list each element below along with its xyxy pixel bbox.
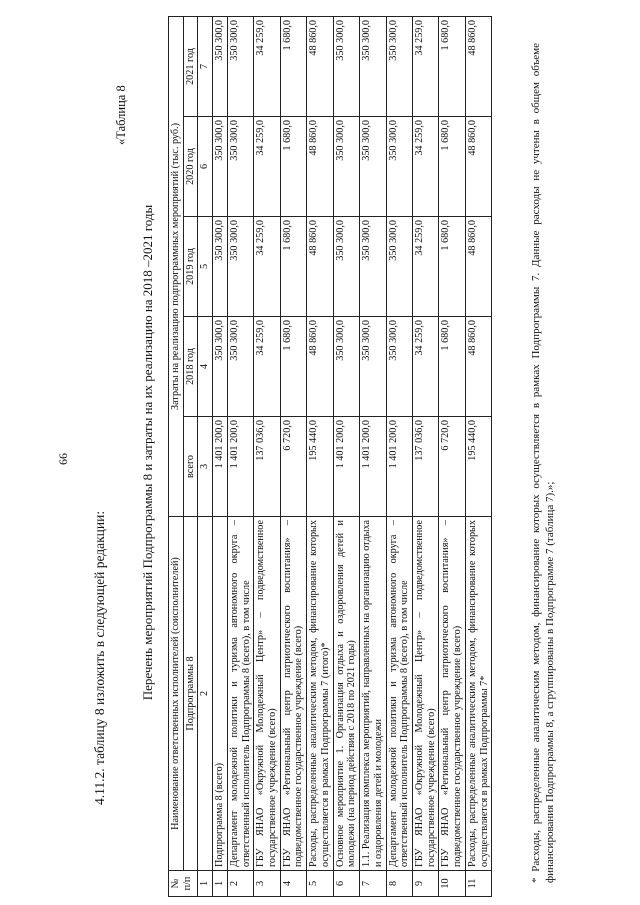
header-name: Наименование ответственных исполнителей (соисполнителей) <box>169 517 184 871</box>
row-name: Подпрограмма 8 (всего) <box>213 517 228 871</box>
row-2021: 350 300,0 <box>386 16 412 116</box>
col-index-3: 3 <box>198 417 213 517</box>
table-row <box>280 16 306 896</box>
row-name: Расходы, распределенные аналитическим методом, финансирование которых осуществляется в рамках Подпрограммы 7* <box>465 517 491 871</box>
table-row <box>227 16 253 896</box>
page-number: 66 <box>56 453 70 465</box>
row-2021: 1 680,0 <box>280 16 306 116</box>
footnote: * Расходы, распределенные аналитическим методом, финансирование которых осуществляется в рамках Подпрограммы 7. Данные расходы не учтены в общем объеме финансирования Подпрограммы 8, а сгруппированы в Подпрограмме 7 (таблица 7).»; <box>530 43 556 883</box>
row-name: Департамент молодежной политики и туризма автономного округа – ответственный исполнитель Подпрограммы 8 (всего), в том числе <box>227 517 253 871</box>
row-2020: 350 300,0 <box>227 117 253 217</box>
row-2021: 34 259,0 <box>412 16 438 116</box>
table-caption: Перечень мероприятий Подпрограммы 8 и затраты на их реализацию на 2018 –2021 годы <box>140 204 155 701</box>
row-2019: 350 300,0 <box>360 217 386 317</box>
row-number: 10 <box>439 871 465 897</box>
row-2019: 48 860,0 <box>307 217 333 317</box>
row-2018: 1 680,0 <box>439 317 465 417</box>
row-2021: 34 259,0 <box>254 16 280 116</box>
header-2019: 2019 год <box>183 217 198 317</box>
row-2021: 350 300,0 <box>333 16 359 116</box>
row-total: 1 401 200,0 <box>333 417 359 517</box>
table-row <box>386 16 412 896</box>
row-2021: 48 860,0 <box>465 16 491 116</box>
col-index-1: 1 <box>198 871 213 897</box>
table-row <box>360 16 386 896</box>
header-2020: 2020 год <box>183 117 198 217</box>
row-total: 1 401 200,0 <box>386 417 412 517</box>
row-2020: 34 259,0 <box>254 117 280 217</box>
row-number: 3 <box>254 871 280 897</box>
row-2019: 350 300,0 <box>227 217 253 317</box>
row-number: 4 <box>280 871 306 897</box>
row-total: 1 401 200,0 <box>360 417 386 517</box>
row-2019: 34 259,0 <box>412 217 438 317</box>
header-program: Подпрограммы 8 <box>183 517 198 871</box>
row-name: Департамент молодежной политики и туризма автономного округа – ответственный исполнитель Подпрограммы 8 (всего), в том числе <box>386 517 412 871</box>
row-2020: 1 680,0 <box>439 117 465 217</box>
row-name: ГБУ ЯНАО «Окружной Молодежный Центр» – подведомственное государственное учреждение (всего) <box>254 517 280 871</box>
row-2020: 48 860,0 <box>307 117 333 217</box>
row-2021: 1 680,0 <box>439 16 465 116</box>
row-2019: 34 259,0 <box>254 217 280 317</box>
row-number: 1 <box>213 871 228 897</box>
row-number: 2 <box>227 871 253 897</box>
row-2018: 34 259,0 <box>254 317 280 417</box>
row-2019: 1 680,0 <box>280 217 306 317</box>
row-2020: 350 300,0 <box>386 117 412 217</box>
row-2018: 34 259,0 <box>412 317 438 417</box>
row-2020: 48 860,0 <box>465 117 491 217</box>
row-2021: 350 300,0 <box>227 16 253 116</box>
row-total: 195 440,0 <box>307 417 333 517</box>
row-2020: 350 300,0 <box>333 117 359 217</box>
row-number: 11 <box>465 871 491 897</box>
row-2018: 350 300,0 <box>360 317 386 417</box>
row-2021: 48 860,0 <box>307 16 333 116</box>
col-index-5: 5 <box>198 217 213 317</box>
row-2020: 1 680,0 <box>280 117 306 217</box>
header-total: всего <box>183 417 198 517</box>
row-2020: 350 300,0 <box>360 117 386 217</box>
row-2019: 350 300,0 <box>386 217 412 317</box>
row-total: 6 720,0 <box>439 417 465 517</box>
table-row <box>333 16 359 896</box>
row-2018: 350 300,0 <box>386 317 412 417</box>
row-2021: 350 300,0 <box>360 16 386 116</box>
row-total: 1 401 200,0 <box>213 417 228 517</box>
table-row <box>307 16 333 896</box>
row-total: 137 036,0 <box>254 417 280 517</box>
row-number: 9 <box>412 871 438 897</box>
header-2018: 2018 год <box>183 317 198 417</box>
row-name: ГБУ ЯНАО «Окружной Молодежный Центр» – подведомственное государственное учреждение (всего) <box>412 517 438 871</box>
row-number: 7 <box>360 871 386 897</box>
row-total: 1 401 200,0 <box>227 417 253 517</box>
table-row <box>439 16 465 896</box>
row-total: 6 720,0 <box>280 417 306 517</box>
row-name: 1.1. Реализация комплекса мероприятий, направленных на организацию отдыха и оздоровления детей и молодежи <box>360 517 386 871</box>
table-reference: «Таблица 8 <box>114 85 128 145</box>
row-number: 6 <box>333 871 359 897</box>
row-total: 137 036,0 <box>412 417 438 517</box>
row-2018: 1 680,0 <box>280 317 306 417</box>
table-row <box>213 16 228 896</box>
row-number: 5 <box>307 871 333 897</box>
row-2019: 48 860,0 <box>465 217 491 317</box>
row-2020: 350 300,0 <box>213 117 228 217</box>
row-number: 8 <box>386 871 412 897</box>
row-2021: 350 300,0 <box>213 16 228 116</box>
table-row <box>254 16 280 896</box>
table-row <box>412 16 438 896</box>
row-2018: 48 860,0 <box>307 317 333 417</box>
row-2018: 350 300,0 <box>227 317 253 417</box>
row-name: ГБУ ЯНАО «Региональный центр патриотического воспитания» – подведомственное государственное учреждение (всего) <box>280 517 306 871</box>
header-num: № п/п <box>169 871 198 897</box>
col-index-2: 2 <box>198 517 213 871</box>
row-2019: 350 300,0 <box>333 217 359 317</box>
row-2018: 48 860,0 <box>465 317 491 417</box>
row-name: Расходы, распределенные аналитическим методом, финансирование которых осуществляется в рамках Подпрограммы 7 (итого)* <box>307 517 333 871</box>
header-2021: 2021 год <box>183 16 198 116</box>
row-2019: 350 300,0 <box>213 217 228 317</box>
row-2020: 34 259,0 <box>412 117 438 217</box>
col-index-4: 4 <box>198 317 213 417</box>
col-index-6: 6 <box>198 117 213 217</box>
row-2018: 350 300,0 <box>333 317 359 417</box>
header-costs: Затраты на реализацию подпрограммных мероприятий (тыс. руб.) <box>169 16 184 516</box>
col-index-7: 7 <box>198 16 213 116</box>
row-total: 195 440,0 <box>465 417 491 517</box>
row-2019: 1 680,0 <box>439 217 465 317</box>
intro-text: 4.11.2. таблицу 8 изложить в следующей редакции: <box>92 510 107 805</box>
row-name: Основное мероприятие 1. Организация отдыха и оздоровления детей и молодежи (на период действия с 2018 по 2021 годы) <box>333 517 359 871</box>
table-row <box>465 16 491 896</box>
costs-table <box>168 16 492 897</box>
row-2018: 350 300,0 <box>213 317 228 417</box>
row-name: ГБУ ЯНАО «Региональный центр патриотического воспитания» – подведомственное государственное учреждение (всего) <box>439 517 465 871</box>
